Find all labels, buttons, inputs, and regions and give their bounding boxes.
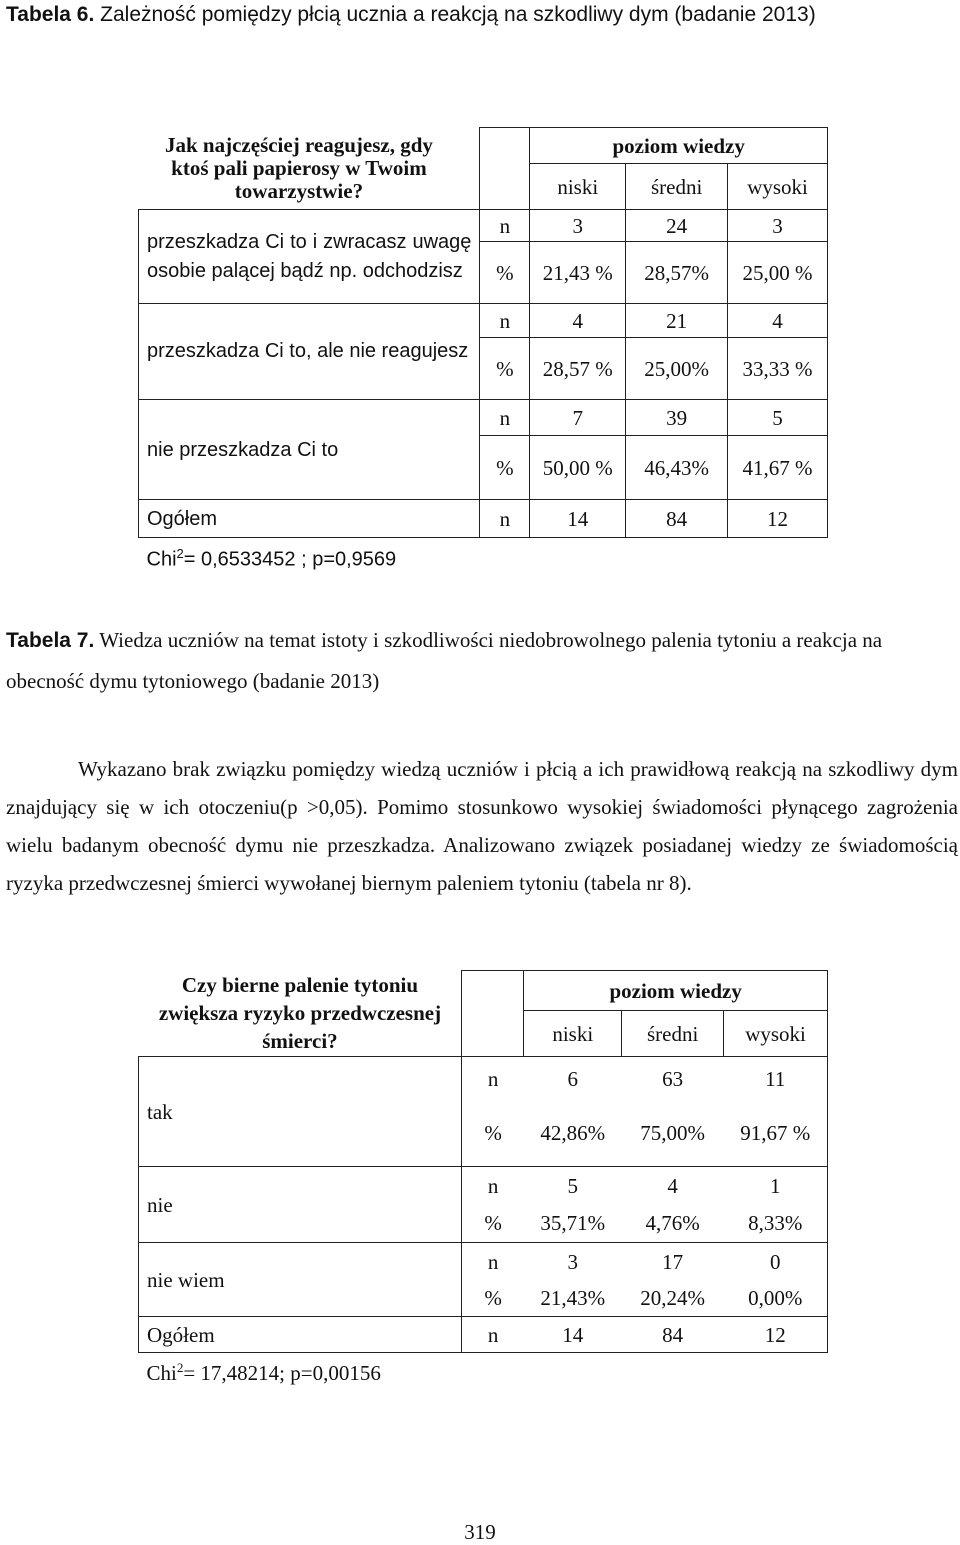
table6-col-sredni: średni <box>626 164 728 210</box>
table6-cell: 33,33 % <box>728 338 828 400</box>
table8-row-label: nie wiem <box>139 1243 462 1317</box>
table7-caption <box>6 620 958 701</box>
table6-total: 84 <box>626 500 728 538</box>
table8-cell: 63 <box>662 1066 684 1091</box>
table6-cell: 50,00 % <box>530 436 626 500</box>
table8-cell: 3 <box>567 1249 578 1274</box>
table8-cell: 35,71% <box>524 1205 622 1243</box>
table6-cell: 4 <box>728 304 828 338</box>
table6-cell: 25,00% <box>626 338 728 400</box>
pct-label: % <box>462 1101 524 1167</box>
table8-total-label: Ogółem <box>139 1317 462 1353</box>
table6-row-label: przeszkadza Ci to i zwracasz uwagę osobie palącej bądź np. odchodzisz <box>139 210 480 304</box>
pct-label: % <box>480 338 530 400</box>
table6-cell: 39 <box>626 400 728 436</box>
table6-cell: 28,57% <box>626 242 728 304</box>
table6-chi: Chi$^2$= 0,6533452 ; p=0,9569 <box>146 545 397 571</box>
table6-col-wysoki: wysoki <box>728 164 828 210</box>
n-label: n <box>462 1243 524 1281</box>
table8-cell: 0 <box>724 1243 828 1281</box>
table8-cell: 75,00% <box>622 1101 724 1167</box>
pct-label: % <box>480 242 530 304</box>
table6-caption-text: Zależność pomiędzy płcią ucznia a reakcją na szkodliwy dym (badanie 2013) <box>94 3 816 26</box>
table6-total: 14 <box>530 500 626 538</box>
table8-cell: 11 <box>724 1057 828 1101</box>
n-label: n <box>480 304 530 338</box>
table6-cell: 5 <box>728 400 828 436</box>
table8-cell: 0,00% <box>724 1281 828 1317</box>
table6-total-label: Ogółem <box>139 500 480 538</box>
table8-cell: 91,67 % <box>724 1101 828 1167</box>
table6-cell: 28,57 % <box>530 338 626 400</box>
n-label: n <box>480 500 530 538</box>
table8-row-label: nie <box>139 1167 462 1243</box>
table8-cell: 4,76% <box>622 1205 724 1243</box>
table8-group-header: poziom wiedzy <box>524 971 828 1011</box>
table6-row-label: nie przeszkadza Ci to <box>139 400 480 500</box>
pct-label: % <box>480 436 530 500</box>
table6-cell: 24 <box>626 210 728 242</box>
page-number: 319 <box>464 1520 496 1544</box>
n-label: n <box>462 1057 524 1101</box>
table6 <box>138 127 828 576</box>
table8-cell: 4 <box>667 1173 678 1198</box>
table6-caption-label: Tabela 6. <box>6 3 95 26</box>
table8-cell: 1 <box>724 1167 828 1205</box>
table6-col-niski: niski <box>530 164 626 210</box>
table6-cell: 3 <box>530 210 626 242</box>
table8-cell: 17 <box>662 1249 684 1274</box>
table8-cell: 20,24% <box>622 1281 724 1317</box>
table6-caption <box>6 2 816 27</box>
table8-total: 14 <box>524 1317 622 1353</box>
table6-cell: 3 <box>728 210 828 242</box>
table7-caption-label: Tabela 7. <box>6 629 95 652</box>
table8-cell: 42,86% <box>524 1101 622 1167</box>
table6-cell: 41,67 % <box>728 436 828 500</box>
table8-cell: 21,43% <box>524 1281 622 1317</box>
pct-label: % <box>462 1205 524 1243</box>
table8-total: 12 <box>724 1317 828 1353</box>
table7-caption-text: Wiedza uczniów na temat istoty i szkodliwości niedobrowolnego palenia tytoniu a reakcja na obecność dymu tytoniowego (badanie 2013) <box>6 628 883 693</box>
table8-chi: Chi$^2$= 17,48214; p=0,00156 <box>146 1360 381 1386</box>
body-paragraph: Wykazano brak związku pomiędzy wiedzą uczniów i płcią a ich prawidłową reakcją na szkodliwy dym znajdujący się w ich otoczeniu(p >0,05). Pomimo stosunkowo wysokiej świadomości płynącego zagrożenia wielu badanym obecność dymu nie przeszkadza. Analizowano związek posiadanej wiedzy ze świadomością ryzyka przedwczesnej śmierci wywołanej biernym paleniem tytoniu (tabela nr 8). <box>6 757 958 895</box>
table8-row-label: tak <box>139 1057 462 1167</box>
table6-cell: 7 <box>530 400 626 436</box>
table8 <box>138 970 828 1389</box>
table6-question: Jak najczęściej reagujesz, gdy ktoś pali papierosy w Twoim towarzystwie? <box>165 132 433 203</box>
pct-label: % <box>462 1281 524 1317</box>
table6-cell: 4 <box>530 304 626 338</box>
table8-col-wysoki: wysoki <box>724 1011 828 1057</box>
table6-cell: 46,43% <box>626 436 728 500</box>
table8-col-niski: niski <box>524 1011 622 1057</box>
table6-cell: 21 <box>626 304 728 338</box>
table8-cell: 6 <box>567 1066 578 1091</box>
table8-col-sredni: średni <box>622 1011 724 1057</box>
table6-group-header: poziom wiedzy <box>530 128 828 164</box>
n-label: n <box>462 1317 524 1353</box>
table8-cell: 8,33% <box>724 1205 828 1243</box>
table8-question: Czy bierne palenie tytoniu zwiększa ryzyko przedwczesnej śmierci? <box>158 973 442 1054</box>
table8-total: 84 <box>622 1317 724 1353</box>
table6-cell: 25,00 % <box>728 242 828 304</box>
table6-cell: 21,43 % <box>530 242 626 304</box>
table6-row-label: przeszkadza Ci to, ale nie reagujesz <box>139 304 480 400</box>
table8-cell: 5 <box>567 1173 578 1198</box>
n-label: n <box>462 1167 524 1205</box>
n-label: n <box>480 210 530 242</box>
table6-total: 12 <box>728 500 828 538</box>
n-label: n <box>480 400 530 436</box>
